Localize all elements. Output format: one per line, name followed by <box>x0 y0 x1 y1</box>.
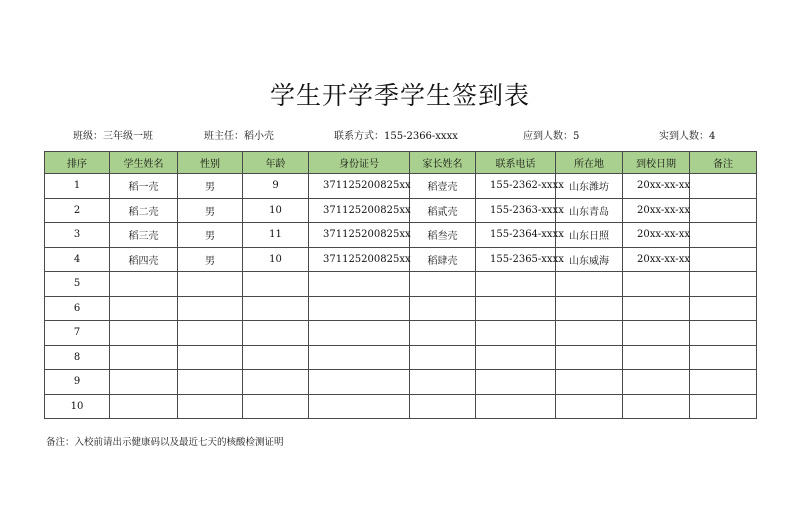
table-cell <box>178 370 243 395</box>
table-cell <box>243 370 309 395</box>
table-cell: 2 <box>45 198 110 223</box>
table-cell <box>623 370 690 395</box>
table-cell: 371125200825xx <box>309 223 410 248</box>
table-cell <box>110 370 178 395</box>
column-header: 身份证号 <box>309 152 410 174</box>
table-cell: 10 <box>45 394 110 419</box>
table-cell <box>690 321 757 346</box>
table-cell: 155-2364-xxxx <box>476 223 556 248</box>
table-row <box>45 345 757 370</box>
table-cell <box>243 272 309 297</box>
table-cell: 稻叁壳 <box>410 223 476 248</box>
sign-in-table <box>44 151 757 419</box>
table-cell <box>178 394 243 419</box>
table-cell <box>690 345 757 370</box>
table-row <box>45 321 757 346</box>
table-cell: 6 <box>45 296 110 321</box>
table-cell <box>243 296 309 321</box>
table-cell <box>556 296 623 321</box>
table-cell <box>110 394 178 419</box>
table-cell <box>243 394 309 419</box>
table-row <box>45 370 757 395</box>
info-row <box>0 127 800 143</box>
table-cell <box>476 370 556 395</box>
column-header: 到校日期 <box>623 152 690 174</box>
column-header: 家长姓名 <box>410 152 476 174</box>
table-cell: 20xx-xx-xx <box>623 174 690 199</box>
table-cell: 山东日照 <box>556 223 623 248</box>
column-header: 学生姓名 <box>110 152 178 174</box>
table-row <box>45 174 757 199</box>
table-cell <box>110 272 178 297</box>
table-cell: 稻四壳 <box>110 247 178 272</box>
table-cell <box>556 394 623 419</box>
table-cell <box>476 296 556 321</box>
table-cell: 男 <box>178 247 243 272</box>
table-cell <box>178 296 243 321</box>
footnote: 备注：入校前请出示健康码以及最近七天的核酸检测证明 <box>46 437 284 448</box>
table-cell: 稻贰壳 <box>410 198 476 223</box>
table-cell <box>476 321 556 346</box>
table-cell: 371125200825xx <box>309 174 410 199</box>
table-cell: 稻肆壳 <box>410 247 476 272</box>
table-row <box>45 296 757 321</box>
table-cell: 男 <box>178 198 243 223</box>
table-cell: 155-2363-xxxx <box>476 198 556 223</box>
table-cell: 155-2365-xxxx <box>476 247 556 272</box>
table-row <box>45 394 757 419</box>
table-cell <box>110 345 178 370</box>
table-cell: 3 <box>45 223 110 248</box>
table-cell: 20xx-xx-xx <box>623 247 690 272</box>
table-cell: 20xx-xx-xx <box>623 198 690 223</box>
table-cell <box>623 321 690 346</box>
table-cell <box>556 345 623 370</box>
table-row <box>45 272 757 297</box>
column-header: 年龄 <box>243 152 309 174</box>
table-cell <box>623 272 690 297</box>
table-cell: 20xx-xx-xx <box>623 223 690 248</box>
table-cell <box>410 272 476 297</box>
table-cell: 稻一壳 <box>110 174 178 199</box>
table-cell: 8 <box>45 345 110 370</box>
table-row <box>45 247 757 272</box>
table-cell <box>690 223 757 248</box>
table-cell <box>623 394 690 419</box>
table-cell <box>556 370 623 395</box>
table-cell <box>243 345 309 370</box>
table-cell <box>476 394 556 419</box>
table-cell: 9 <box>243 174 309 199</box>
table-cell <box>309 296 410 321</box>
table-cell <box>309 272 410 297</box>
table-cell <box>110 321 178 346</box>
table-cell <box>309 394 410 419</box>
table-header-row <box>45 152 757 174</box>
table-cell <box>309 321 410 346</box>
table-cell <box>690 272 757 297</box>
table-cell <box>110 296 178 321</box>
table-cell <box>309 345 410 370</box>
table-cell: 371125200825xx <box>309 247 410 272</box>
table-cell <box>690 174 757 199</box>
table-cell: 11 <box>243 223 309 248</box>
table-cell: 155-2362-xxxx <box>476 174 556 199</box>
table-cell <box>690 370 757 395</box>
table-cell: 5 <box>45 272 110 297</box>
table-cell <box>556 321 623 346</box>
expected-count: 应到人数：5 <box>523 131 580 142</box>
column-header: 联系电话 <box>476 152 556 174</box>
table-cell: 山东威海 <box>556 247 623 272</box>
table-row <box>45 223 757 248</box>
table-cell: 10 <box>243 247 309 272</box>
column-header: 备注 <box>690 152 757 174</box>
table-cell <box>410 370 476 395</box>
table-cell: 男 <box>178 223 243 248</box>
table-cell <box>410 321 476 346</box>
table-cell: 稻壹壳 <box>410 174 476 199</box>
class-info: 班级：三年级一班 <box>73 131 153 142</box>
actual-count: 实到人数：4 <box>659 131 716 142</box>
table-cell: 4 <box>45 247 110 272</box>
table-cell: 稻二壳 <box>110 198 178 223</box>
table-cell: 山东青岛 <box>556 198 623 223</box>
table-cell <box>623 296 690 321</box>
table-cell <box>476 345 556 370</box>
table-cell: 男 <box>178 174 243 199</box>
table-cell <box>690 394 757 419</box>
table-cell: 10 <box>243 198 309 223</box>
table-row <box>45 198 757 223</box>
column-header: 所在地 <box>556 152 623 174</box>
table-cell: 7 <box>45 321 110 346</box>
page-title: 学生开学季学生签到表 <box>269 81 530 110</box>
table-cell <box>556 272 623 297</box>
contact-info: 联系方式：155-2366-xxxx <box>334 131 458 142</box>
table-cell <box>243 321 309 346</box>
table-cell <box>690 296 757 321</box>
table-cell: 1 <box>45 174 110 199</box>
table-cell <box>178 321 243 346</box>
table-cell: 山东潍坊 <box>556 174 623 199</box>
table-cell <box>410 394 476 419</box>
table-cell: 371125200825xx <box>309 198 410 223</box>
table-cell <box>690 198 757 223</box>
column-header: 性别 <box>178 152 243 174</box>
table-cell: 9 <box>45 370 110 395</box>
table-cell <box>410 345 476 370</box>
table-cell: 稻三壳 <box>110 223 178 248</box>
table-cell <box>309 370 410 395</box>
table-cell <box>623 345 690 370</box>
teacher-info: 班主任：稻小壳 <box>204 131 274 142</box>
column-header: 排序 <box>45 152 110 174</box>
table-cell <box>178 272 243 297</box>
table-cell <box>178 345 243 370</box>
table-cell <box>690 247 757 272</box>
table-cell <box>476 272 556 297</box>
table-cell <box>410 296 476 321</box>
